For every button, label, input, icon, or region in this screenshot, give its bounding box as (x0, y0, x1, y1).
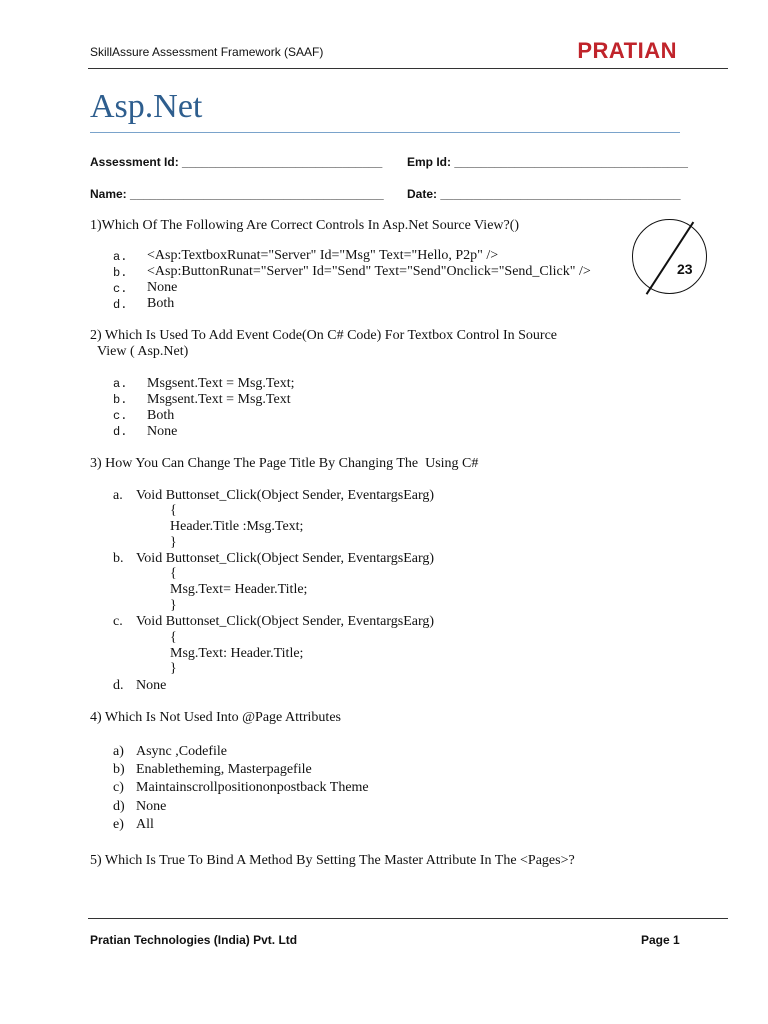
page-number: Page 1 (641, 933, 680, 947)
q4-option-a-label: a) (113, 744, 124, 759)
q3-option-b-label: b. (113, 551, 124, 566)
q4-option-e: All (136, 817, 154, 832)
q3-option-a-close: } (170, 535, 177, 550)
q1-option-c: None (147, 280, 178, 295)
q4-option-c-label: c) (113, 780, 124, 795)
q2-option-a-label: a. (113, 377, 128, 391)
name-field: Name: ______________________________________ (90, 187, 384, 201)
q1-option-d-label: d. (113, 298, 128, 312)
question-5: 5) Which Is True To Bind A Method By Setting The Master Attribute In The <Pages>? (90, 853, 575, 868)
score-circle (632, 219, 707, 294)
page-title: Asp.Net (90, 88, 203, 125)
pratian-logo: PRATIAN (577, 38, 677, 63)
q2-option-b-label: b. (113, 393, 128, 407)
q4-option-a: Async ,Codefile (136, 744, 227, 759)
question-4: 4) Which Is Not Used Into @Page Attributes (90, 710, 341, 725)
q3-option-b-body: Msg.Text= Header.Title; (170, 582, 308, 597)
q4-option-e-label: e) (113, 817, 124, 832)
q1-option-a-label: a. (113, 250, 128, 264)
q3-option-d: None (136, 678, 167, 693)
q3-option-c-open: { (170, 630, 177, 645)
footer-divider (88, 918, 728, 919)
emp-id-field: Emp Id: ___________________________________ (407, 155, 688, 169)
q4-option-b-label: b) (113, 762, 125, 777)
q1-option-b: <Asp:ButtonRunat="Server" Id="Send" Text="Send"Onclick="Send_Click" /> (147, 264, 591, 279)
q4-option-d: None (136, 799, 167, 814)
q3-option-b: Void Buttonset_Click(Object Sender, EventargsEarg) (136, 551, 435, 566)
q1-option-b-label: b. (113, 266, 128, 280)
q1-option-d: Both (147, 296, 175, 311)
q2-option-c-label: c. (113, 409, 128, 423)
q3-option-a-label: a. (113, 488, 123, 503)
q1-option-c-label: c. (113, 282, 128, 296)
q1-option-a: <Asp:TextboxRunat="Server" Id="Msg" Text="Hello, P2p" /> (147, 248, 499, 263)
q4-option-d-label: d) (113, 799, 125, 814)
header-divider (88, 68, 728, 69)
question-2: 2) Which Is Used To Add Event Code(On C# Code) For Textbox Control In Source (90, 328, 557, 343)
q3-option-a-open: { (170, 503, 177, 518)
q3-option-a-body: Header.Title :Msg.Text; (170, 519, 304, 534)
q3-option-b-close: } (170, 598, 177, 613)
question-2-line-2: View ( Asp.Net) (97, 344, 189, 359)
footer-company: Pratian Technologies (India) Pvt. Ltd (90, 933, 298, 947)
question-3: 3) How You Can Change The Page Title By Changing The Using C# (90, 456, 479, 471)
q3-option-c: Void Buttonset_Click(Object Sender, EventargsEarg) (136, 614, 435, 629)
q3-option-c-close: } (170, 661, 177, 676)
title-divider (90, 132, 680, 133)
header-framework: SkillAssure Assessment Framework (SAAF) (90, 45, 324, 59)
score-value: 23 (677, 261, 693, 277)
q2-option-c: Both (147, 408, 175, 423)
q4-option-c: Maintainscrollpositiononpostback Theme (136, 780, 369, 795)
q2-option-b: Msgsent.Text = Msg.Text (147, 392, 291, 407)
date-field: Date: ____________________________________ (407, 187, 681, 201)
q2-option-d-label: d. (113, 425, 128, 439)
score-slash (646, 222, 694, 295)
question-1: 1)Which Of The Following Are Correct Controls In Asp.Net Source View?() (90, 218, 520, 233)
q3-option-b-open: { (170, 566, 177, 581)
q3-option-c-label: c. (113, 614, 123, 629)
q2-option-d: None (147, 424, 178, 439)
q4-option-b: Enabletheming, Masterpagefile (136, 762, 312, 777)
q3-option-a: Void Buttonset_Click(Object Sender, EventargsEarg) (136, 488, 435, 503)
q2-option-a: Msgsent.Text = Msg.Text; (147, 376, 295, 391)
q3-option-c-body: Msg.Text: Header.Title; (170, 646, 304, 661)
q3-option-d-label: d. (113, 678, 124, 693)
assessment-id-field: Assessment Id: ______________________________ (90, 155, 383, 169)
